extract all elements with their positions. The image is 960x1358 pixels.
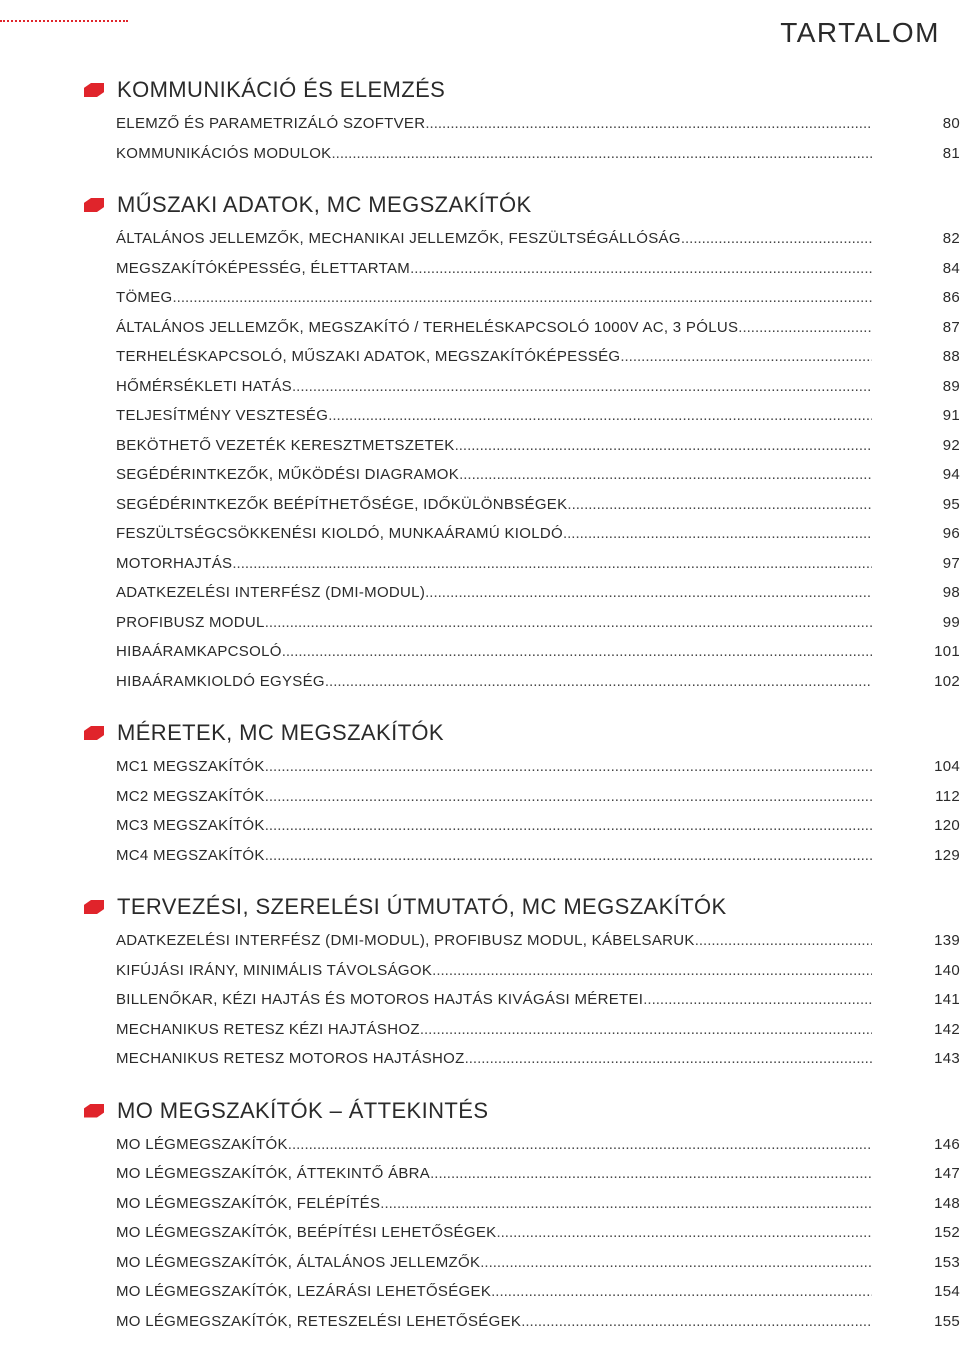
toc-entry-label: MC2 MEGSZAKÍTÓK	[116, 787, 265, 805]
toc-page-number: 82	[942, 230, 960, 247]
toc-entry[interactable]	[84, 1277, 960, 1307]
section-heading	[84, 75, 960, 105]
toc-entry-label: TÖMEG	[116, 289, 173, 306]
toc-entry[interactable]	[84, 752, 960, 782]
toc-entry-label: MO LÉGMEGSZAKÍTÓK, ÁTTEKINTŐ ÁBRA	[116, 1165, 431, 1182]
toc-entry-label: MO LÉGMEGSZAKÍTÓK, LEZÁRÁSI LEHETŐSÉGEK	[116, 1283, 492, 1300]
dot-leader	[455, 431, 872, 461]
dot-leader	[420, 1015, 872, 1045]
toc-page-number: 152	[934, 1224, 960, 1241]
toc-page-number: 155	[934, 1312, 960, 1330]
toc-entry-label: HIBAÁRAMKAPCSOLÓ	[116, 643, 282, 660]
toc-page-number: 89	[942, 377, 960, 395]
toc-entry-label: MOTORHAJTÁS	[116, 554, 233, 572]
dot-leader	[430, 1159, 872, 1189]
toc-entry-label: MC3 MEGSZAKÍTÓK	[116, 817, 265, 834]
toc-entry[interactable]	[84, 985, 960, 1015]
toc-entry-label: MO LÉGMEGSZAKÍTÓK, ÁLTALÁNOS JELLEMZŐK	[116, 1253, 481, 1271]
toc-entry[interactable]	[84, 578, 960, 608]
toc-page-number: 153	[934, 1253, 960, 1271]
dot-leader	[173, 283, 873, 313]
toc-page-number: 99	[942, 613, 960, 631]
dot-leader	[410, 254, 872, 284]
toc-entry-label: MECHANIKUS RETESZ MOTOROS HAJTÁSHOZ	[116, 1050, 465, 1067]
dot-leader	[265, 752, 872, 782]
toc-entry-label: MECHANIKUS RETESZ KÉZI HAJTÁSHOZ	[116, 1020, 420, 1038]
toc-entry[interactable]	[84, 549, 960, 579]
toc-entry-label: MO LÉGMEGSZAKÍTÓK, FELÉPÍTÉS	[116, 1194, 381, 1212]
toc-page-number: 142	[934, 1020, 960, 1038]
dot-leader	[567, 490, 872, 520]
dot-leader	[288, 1130, 872, 1160]
section-title: MO MEGSZAKÍTÓK – ÁTTEKINTÉS	[117, 1097, 489, 1123]
toc-section	[84, 75, 960, 168]
toc-entry-label: TERHELÉSKAPCSOLÓ, MŰSZAKI ADATOK, MEGSZAKÍTÓKÉPESSÉG	[116, 348, 621, 365]
toc-page-number: 80	[942, 115, 960, 132]
toc-page-number: 98	[942, 584, 960, 601]
toc-page-number: 88	[942, 348, 960, 365]
toc-page-number: 129	[934, 846, 960, 864]
section-title: TERVEZÉSI, SZERELÉSI ÚTMUTATÓ, MC MEGSZAKÍTÓK	[117, 894, 727, 919]
toc-entry-label: MO LÉGMEGSZAKÍTÓK, BEÉPÍTÉSI LEHETŐSÉGEK	[116, 1224, 497, 1241]
toc-entry[interactable]	[84, 637, 960, 667]
dot-leader	[480, 1248, 872, 1278]
dot-leader	[620, 342, 872, 372]
dot-leader	[491, 1277, 872, 1307]
toc-page-number: 101	[934, 643, 960, 660]
toc-entry[interactable]	[84, 1248, 960, 1278]
toc-entry-label: ÁLTALÁNOS JELLEMZŐK, MEGSZAKÍTÓ / TERHELÉSKAPCSOLÓ 1000V AC, 3 PÓLUS	[116, 318, 739, 336]
toc-entry[interactable]	[84, 667, 960, 697]
dot-leader	[521, 1307, 872, 1337]
dot-leader	[425, 109, 872, 139]
toc-entry-label: ADATKEZELÉSI INTERFÉSZ (DMI-MODUL), PROFIBUSZ MODUL, KÁBELSARUK	[116, 932, 695, 949]
toc-entry-label: BILLENŐKAR, KÉZI HAJTÁS ÉS MOTOROS HAJTÁS KIVÁGÁSI MÉRETEI	[116, 991, 644, 1008]
toc-entry[interactable]	[84, 1218, 960, 1248]
dot-leader	[496, 1218, 872, 1248]
toc-page-number: 86	[942, 289, 960, 306]
toc-entry[interactable]	[84, 254, 960, 284]
dot-leader	[328, 401, 872, 431]
dot-leader	[425, 578, 872, 608]
toc-entry-label: BEKÖTHETŐ VEZETÉK KERESZTMETSZETEK	[116, 436, 455, 454]
toc-entry[interactable]	[84, 841, 960, 871]
toc-page-number: 112	[935, 787, 960, 805]
section-bullet-icon	[84, 726, 104, 740]
toc-entry-label: HŐMÉRSÉKLETI HATÁS	[116, 377, 292, 395]
toc-page-number: 95	[942, 495, 960, 513]
toc-page-number: 139	[934, 932, 960, 949]
toc-page-number: 154	[934, 1283, 960, 1300]
toc-page-number: 94	[942, 466, 960, 483]
toc-entry-label: MO LÉGMEGSZAKÍTÓK, RETESZELÉSI LEHETŐSÉGEK	[116, 1312, 522, 1330]
toc-page-number: 102	[934, 672, 960, 690]
toc-entry[interactable]	[84, 372, 960, 402]
dot-leader	[332, 139, 873, 169]
dot-leader	[265, 608, 872, 638]
toc-page-number: 146	[934, 1135, 960, 1153]
toc-entry[interactable]	[84, 342, 960, 372]
toc-page-number: 143	[934, 1050, 960, 1067]
toc-entry-label: PROFIBUSZ MODUL	[116, 613, 265, 631]
toc-section	[84, 190, 960, 696]
toc-page-number: 97	[942, 554, 960, 572]
toc-page-number: 104	[934, 758, 960, 775]
toc-entry[interactable]	[84, 926, 960, 956]
toc-entry[interactable]	[84, 460, 960, 490]
dot-leader	[695, 926, 872, 956]
section-title: MÉRETEK, MC MEGSZAKÍTÓK	[117, 720, 445, 745]
toc-page-number: 96	[942, 525, 960, 542]
toc-entry[interactable]	[84, 109, 960, 139]
section-bullet-icon	[84, 1104, 104, 1118]
toc-entry-label: MC4 MEGSZAKÍTÓK	[116, 846, 265, 864]
toc-entry-label: FESZÜLTSÉGCSÖKKENÉSI KIOLDÓ, MUNKAÁRAMÚ KIOLDÓ	[116, 525, 563, 542]
section-bullet-icon	[84, 198, 104, 212]
toc-page-number: 141	[934, 991, 960, 1008]
section-heading	[84, 1096, 960, 1126]
toc-entry-label: HIBAÁRAMKIOLDÓ EGYSÉG	[116, 672, 325, 690]
toc-entry[interactable]	[84, 519, 960, 549]
dot-leader	[265, 841, 872, 871]
toc-entry[interactable]	[84, 490, 960, 520]
dot-leader	[738, 313, 872, 343]
header-accent-rule	[0, 20, 128, 22]
dot-leader	[681, 224, 872, 254]
toc-entry[interactable]	[84, 224, 960, 254]
toc-page-number: 120	[934, 817, 960, 834]
toc-entry[interactable]	[84, 431, 960, 461]
dot-leader	[282, 637, 872, 667]
toc-entry-label: MEGSZAKÍTÓKÉPESSÉG, ÉLETTARTAM	[116, 259, 411, 277]
section-heading	[84, 190, 960, 220]
toc-entry-label: MO LÉGMEGSZAKÍTÓK	[116, 1135, 288, 1153]
toc-entry[interactable]	[84, 1015, 960, 1045]
section-heading	[84, 718, 960, 748]
toc-page-number: 84	[942, 259, 960, 277]
toc-entry[interactable]	[84, 1189, 960, 1219]
dot-leader	[432, 956, 872, 986]
toc-entry-label: MC1 MEGSZAKÍTÓK	[116, 758, 265, 775]
toc-entry-label: ELEMZŐ ÉS PARAMETRIZÁLÓ SZOFTVER	[116, 115, 426, 132]
dot-leader	[465, 1044, 872, 1074]
toc-entry[interactable]	[84, 283, 960, 313]
toc-entry[interactable]	[84, 1307, 960, 1337]
toc-entry[interactable]	[84, 313, 960, 343]
toc-entry[interactable]	[84, 139, 960, 169]
table-of-contents	[84, 75, 960, 1358]
toc-page-number: 91	[942, 407, 960, 424]
toc-entry[interactable]	[84, 1130, 960, 1160]
toc-entry[interactable]	[84, 811, 960, 841]
toc-section	[84, 718, 960, 870]
toc-entry-label: ADATKEZELÉSI INTERFÉSZ (DMI-MODUL)	[116, 584, 426, 601]
toc-entry-label: SEGÉDÉRINTKEZŐK BEÉPÍTHETŐSÉGE, IDŐKÜLÖNBSÉGEK	[116, 495, 568, 513]
toc-entry-label: TELJESÍTMÉNY VESZTESÉG	[116, 407, 329, 424]
toc-entry-label: KOMMUNIKÁCIÓS MODULOK	[116, 144, 332, 162]
dot-leader	[265, 782, 872, 812]
dot-leader	[232, 549, 872, 579]
toc-entry[interactable]	[84, 401, 960, 431]
toc-entry-label: KIFÚJÁSI IRÁNY, MINIMÁLIS TÁVOLSÁGOK	[116, 961, 433, 979]
section-bullet-icon	[84, 900, 104, 914]
toc-page-number: 92	[942, 436, 960, 454]
dot-leader	[292, 372, 872, 402]
toc-page-number: 87	[942, 318, 960, 336]
dot-leader	[459, 460, 872, 490]
toc-entry[interactable]	[84, 782, 960, 812]
toc-section	[84, 1096, 960, 1337]
dot-leader	[643, 985, 872, 1015]
toc-entry-label: SEGÉDÉRINTKEZŐK, MŰKÖDÉSI DIAGRAMOK	[116, 466, 460, 483]
toc-entry[interactable]	[84, 1044, 960, 1074]
section-bullet-icon	[84, 83, 104, 97]
dot-leader	[563, 519, 872, 549]
toc-entry-label: ÁLTALÁNOS JELLEMZŐK, MECHANIKAI JELLEMZŐK, FESZÜLTSÉGÁLLÓSÁG	[116, 230, 681, 247]
toc-page-number: 140	[934, 961, 960, 979]
toc-entry[interactable]	[84, 956, 960, 986]
page-title: TARTALOM	[780, 16, 940, 48]
toc-entry[interactable]	[84, 1159, 960, 1189]
section-title: KOMMUNIKÁCIÓ ÉS ELEMZÉS	[117, 77, 446, 102]
section-heading	[84, 892, 960, 922]
toc-page-number: 148	[934, 1194, 960, 1212]
toc-page-number: 147	[934, 1165, 960, 1182]
dot-leader	[325, 667, 872, 697]
section-title: MŰSZAKI ADATOK, MC MEGSZAKÍTÓK	[117, 192, 532, 217]
toc-page-number: 81	[942, 144, 960, 162]
toc-entry[interactable]	[84, 608, 960, 638]
dot-leader	[265, 811, 872, 841]
dot-leader	[380, 1189, 872, 1219]
toc-section	[84, 892, 960, 1074]
